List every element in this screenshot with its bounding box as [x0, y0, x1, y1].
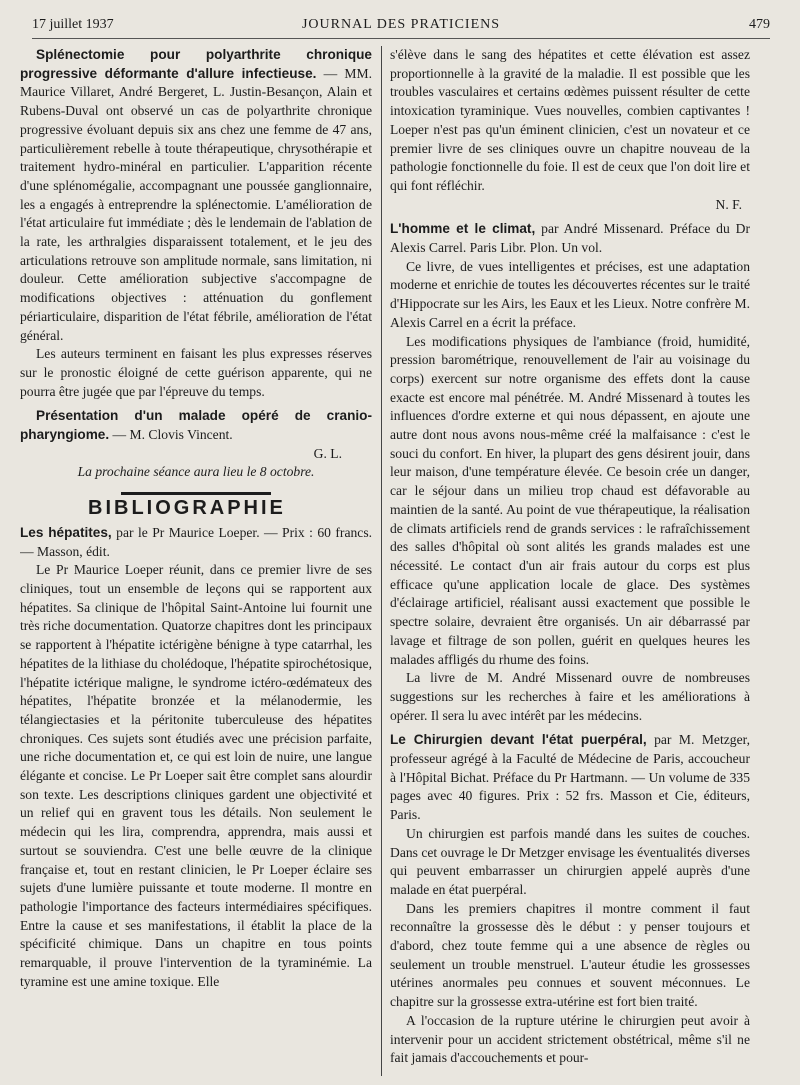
page-header [32, 14, 770, 39]
header-journal-title: JOURNAL DES PRATICIENS [301, 17, 501, 32]
next-session-note: La prochaine séance aura lieu le 8 octobre. [77, 464, 315, 480]
article-authors: — MM. Maurice Villaret, André Bergeret, L. Justin-Besançon, Alain et Rubens-Duval [20, 65, 372, 119]
book-details: par le Pr Maurice Loeper. — Prix : 60 francs. — Masson, édit. [20, 524, 372, 559]
left-column [20, 46, 372, 1076]
book-entry-hepatites [20, 524, 372, 561]
signature: G. L. [313, 445, 342, 461]
header-date: 17 juillet 1937 [32, 17, 114, 32]
article-title: Splénectomie pour polyarthrite chronique progressive déformante d'allure infectieuse. [20, 47, 372, 81]
book-review-paragraph: Un chirurgien est parfois mandé dans les suites de couches. Dans cet ouvrage le Dr Metzger envisage les éventualités diverses qui peuvent embarrasser un chirurgien appelé auprès d'une malade en état puerpéral. [390, 825, 750, 897]
header-page-number: 479 [749, 17, 770, 32]
book-entry-climat [390, 220, 750, 257]
book-review-paragraph: Ce livre, de vues intelligentes et précises, est une adaptation moderne et enrichie de toutes les découvertes récentes sur le traité d'Hippocrate sur les Airs, les Eaux et les Lieux. Notre confrère M. Alexis Carrel en a écrit la préface. [390, 258, 750, 330]
book-title: Le Chirurgien devant l'état puerpéral, [390, 732, 647, 748]
review-signature: N. F. [715, 196, 742, 212]
book-details: par André Missenard. Préface du Dr Alexis Carrel. Paris Libr. Plon. Un vol. [390, 221, 750, 256]
article-paragraph: Les auteurs terminent en faisant les plus expresses réserves sur le pronostic éloigné de cette guérison apparente, qui ne pourra être jugée que par l'épreuve du temps. [20, 346, 372, 399]
section-heading: BIBLIOGRAPHIE [88, 497, 286, 520]
book-review-paragraph: La livre de M. André Missenard ouvre de nombreuses suggestions sur les recherches à faire et les améliorations à opérer. Il sera lu avec intérêt par les médecins. [390, 670, 750, 723]
review-continuation: s'élève dans le sang des hépatites et cette élévation est assez proportionnelle à la gravité de la maladie. Il est possible que les troubles vasculaires et certains œdèmes puissent résulter de cette intoxication tyraminique. Vues nouvelles, combien captivantes ! Loeper n'est pas qu'un éminent clinicien, c'est un novateur et ce premier livre de ses cliniques ouvre un chapitre nouveau de la pathologie fonctionnelle du foie. Il est de ceux que l'on doit lire et qui font réfléchir. [390, 47, 750, 193]
book-review-body: Le Pr Maurice Loeper réunit, dans ce premier livre de ses cliniques, tout un ensemble de leçons qui se rapportent aux hépatites. Sa clinique de l'hôpital Saint-Antoine lui fournit une très riche documentation. Quatorze chapitres dont les principaux se rapportent à l'hépatite ictérigène bénigne à type catarrhal, les hépatites de la lithiase du cholédoque, l'hépatite spirochétosique, l'hépatite ictérique maligne, le syndrome ictéro-œdémateux des hépatites, l'hépatite bronzée et la mélanodermie, les télangiectasies et la péritonite tuberculeuse des hépatites chroniques. Ces sujets sont étudiés avec une précision parfaite, une riche documentation et, ce qui est loin de nuire, une langue élégante et concise. Le Pr Loeper sait être complet sans alourdir son texte. Les descriptions cliniques gardent une objectivité et un relief qui en gravent tous les détails. Non seulement le médecin qui les lira, comprendra, apprendra, mais aussi et surtout se souviendra. C'est une belle œuvre de la clinique française et, tout en restant clinicien, le Pr Loeper éclaire ses sujets d'une lumière puissante et toute moderne. Il montre en pathologie l'importance des facteurs intermédiaires spécifiques. Entre la cause et ses manifestations, il établit la place de la spécificité chimique. Dans un chapitre en tous points remarquable, il prouve l'intervention de la tyraminémie. La tyramine est une amine toxique. Elle [20, 562, 372, 989]
column-divider [381, 46, 382, 1076]
article-body: ont observé un cas de polyarthrite chronique progressive évoluant depuis six ans chez une femme de 47 ans, particulièrement rebelle à toute thérapeutique, chrysothérapie et traitement hydro-minéral en particulier. L'apparition récente d'une splénomégalie, accompagnant une poussée ganglionnaire, les a engagés à entreprendre la splénectomie. L'amélioration de l'état articulaire fut immédiate ; dès le lendemain de l'ablation de la rate, les arthralgies disparaissent totalement, et le jeu des articulations retrouve son amplitude normale, sans limitation, ni douleur. Cette amélioration subjective s'accompagne de modifications objectives : atténuation du gonflement périarticulaire, disparition de l'état fébrile, amélioration de l'état général. [20, 103, 372, 343]
book-title: Les hépatites, [20, 524, 112, 540]
book-review-paragraph: Les modifications physiques de l'ambiance (froid, humidité, pression barométrique, renouvellement de l'air au voisinage du corps) exercent sur notre organisme des effets dont la cause exacte est encore mal pénétrée. M. André Missenard à toutes les influences d'ordre externe et qui nous dépassent, en ajoute une autre dont nous avons nous-même créé la malfaisance : c'est le souci du confort. En hiver, la plupart des gens désirent jouir, dans leur maison, d'une température élevée. Ce besoin crée un danger, car le séjour dans un milieu trop chaud est défavorable au maintien de la santé. Au point de vue thérapeutique, la réalisation de climats artificiels rend de grands services : le rafraîchissement des salles d'hôpital où sont alités les grands malades est une nécessité. Le contact d'un air frais autour du corps est plus efficace qu'une application locale de glace. Des systèmes d'éclairage artificiel, réalisant aussi exactement que possible le spectre solaire, devraient être organisés. Un air débarrassé par lavage et filtrage de son pollen, guérit en quelques heures les malades affligés du rhume des foins. [390, 333, 750, 667]
book-details: par M. Metzger, professeur agrégé à la Faculté de Médecine de Paris, accoucheur à l'Hôpital Bichat. Préface du Pr Hartmann. — Un volume de 335 pages avec 40 figures. Prix : 52 frs. Masson et Cie, éditeurs, Paris. [390, 732, 750, 823]
article-authors: — M. Clovis Vincent. [112, 427, 233, 443]
book-review-paragraph: Dans les premiers chapitres il montre comment il faut reconnaître la grossesse dès le début : y penser toujours et d'abord, chez toute femme qui a une absence de règles ou seulement un trouble menstruel. L'auteur étudie les grossesses utérines anormales peu connues et souvent méconnues. Le chapitre sur la grossesse extra-utérine est fort bien traité. [390, 900, 750, 1010]
book-title: L'homme et le climat, [390, 221, 536, 237]
article-cranio-pharyngiome [20, 407, 372, 444]
book-entry-chirurgien [390, 731, 750, 825]
article-title: Présentation d'un malade opéré de cranio-pharyngiome. [20, 408, 372, 443]
book-review-paragraph: A l'occasion de la rupture utérine le chirurgien peut avoir à intervenir pour un accident strictement obstétrical, même s'il ne fait jamais d'accouchements et pour- [390, 1012, 750, 1066]
section-rule [121, 492, 271, 495]
right-column [390, 46, 750, 1076]
article-splenectomie [20, 46, 372, 345]
